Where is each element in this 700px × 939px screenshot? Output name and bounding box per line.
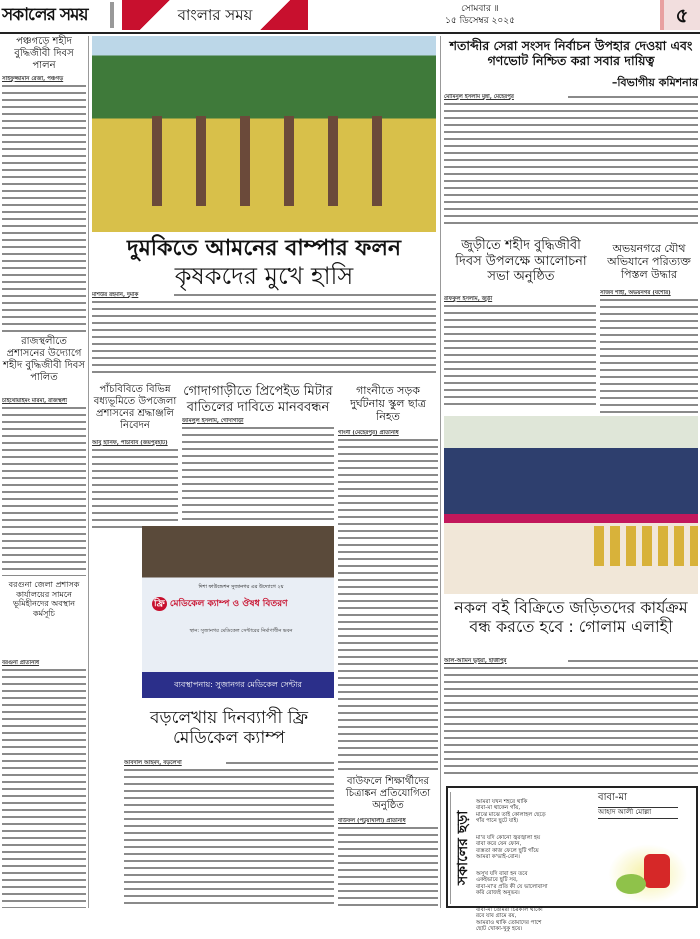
headline-barguna: বরগুনা জেলা প্রশাসক কার্যালয়ের সামনে ভূমিহীনদের অবস্থান কর্মসূচি	[8, 580, 80, 618]
article-body	[92, 440, 178, 530]
banner-title: দিশা ফাউন্ডেশন সুজানগর এর উদ্যোগে ২য়	[198, 584, 284, 590]
banner-main-text: মেডিকেল ক্যাম্প ও ঔষধ বিতরণ	[169, 599, 288, 609]
byline: বরগুনা প্রতিনিধি	[2, 660, 86, 667]
headline-rajasthali: রাজস্থলীতে প্রশাসনের উদ্যোগে শহীদ বুদ্ধিজীবী দিবস পালিত	[3, 336, 85, 383]
article-body	[600, 290, 698, 414]
parent-figure	[616, 874, 646, 894]
page-number: ৫	[660, 0, 700, 30]
article-body	[92, 292, 436, 378]
poem-author: আহাদ আলী মোল্লা	[598, 806, 678, 819]
poem-stanza: আমরা যখন শহরে থাকি বাবা-মা থাকেন গাঁয়, মাঝে মাঝে তাই কোলাহল ছেড়ে গাঁর পানে ছুটে যাই।	[476, 798, 546, 825]
article-body	[444, 658, 698, 778]
headline-panchbibi: পাঁচবিবিতে বিভিন্ন বধ্যভূমিতে উপজেলা প্রশাসনের শ্রদ্ধাঞ্জলি নিবেদন	[93, 384, 177, 431]
medical-camp-photo	[142, 526, 334, 698]
byline: মশিউর রহমান, দুমকি	[92, 292, 174, 299]
rice-harvest-photo	[92, 36, 436, 232]
poem-text	[476, 792, 580, 939]
byline: সাইফুজ্জামান রেজা, পঞ্চগড়	[2, 76, 86, 83]
banner-place: স্থান: সুজানগর মেডিকেল সেন্টারের নির্মাণাধীন ভবন	[189, 628, 293, 634]
byline: আল-আমিন ভূঁইয়া, হাজীপুর	[444, 658, 568, 665]
free-badge: ফ্রি	[154, 599, 165, 609]
poem-stanza: অসুখ যদি বাবা হন তবে একইভাবে ছুটি সব, বাবা-মা'র প্রতি কী যে ভালোবাসা করি রোজই অনুভব।	[476, 870, 548, 897]
article-body	[2, 398, 86, 576]
date: ১৫ ডিসেম্বর ২০২৫	[445, 16, 515, 26]
byline: বাউফল (পটুয়াখালী) প্রতিনিধি	[338, 818, 438, 825]
headline-dumki-1: দুমকিতে আমনের বাম্পার ফলন	[127, 236, 401, 261]
section-title: বাংলার সময়	[122, 0, 308, 30]
article-body	[444, 296, 596, 410]
article-body	[182, 418, 334, 522]
byline: সজিব শাহী, অভয়নগর (যশোর)	[600, 290, 698, 297]
seminar-photo	[444, 416, 698, 594]
byline: জমিলুল ইসলাম, গোদাগাড়ী	[182, 418, 334, 425]
byline: চাইথোয়াইমং মারমা, রাজস্থলী	[2, 398, 86, 405]
byline: গাংনী (মেহেরপুর) প্রতিনিধি	[338, 430, 438, 437]
poem-stanza: বাবা-মা তোমরা চিরকাল থাকো রবে যাব গ্রামে রয়, আমরাও থাকি তোমাদের পাশে ছোট খোকা-খুকু হয়ে।	[476, 906, 543, 933]
article-body	[124, 760, 334, 908]
farmers-figures	[132, 116, 392, 206]
poem-stanza: মা'র যদি কোনো জ্বরজ্বালা হয় বাবা করে যেন ফোন, ব্যস্ততা কাজ ফেলে ছুটি গাঁয়ে আমরা ক'ভাই-বোন।	[476, 834, 541, 861]
headline-dumki-2: কৃষকদের মুখে হাসি	[174, 262, 354, 290]
issue-date	[420, 3, 540, 27]
article-body	[444, 94, 698, 228]
byline: আবু হানিফ, পাঁচবিবি (জয়পুরহাট)	[92, 440, 178, 447]
banner-org: ব্যবস্থাপনায়: সুজানগর মেডিকেল সেন্টার	[142, 672, 334, 698]
article-body	[2, 660, 86, 908]
column-divider	[440, 36, 441, 908]
byline: আবদাল আহমদ, বড়লেখা	[124, 760, 226, 767]
headline-commissioner: শতাব্দীর সেরা সংসদ নির্বাচন উপহার দেওয়া এবং গণভোট নিশ্চিত করা সবার দায়িত্ব	[449, 38, 693, 68]
column-divider	[88, 36, 89, 908]
subhead-commissioner: –বিভাগীয় কমিশনার	[611, 76, 698, 89]
day: সোমবার ॥	[461, 4, 499, 14]
headline-bauphal: বাউফলে শিক্ষার্থীদের চিত্রাঙ্কন প্রতিযোগিতা অনুষ্ঠিত	[345, 776, 431, 811]
headline-juri: জুড়ীতে শহীদ বুদ্ধিজীবী দিবস উপলক্ষে আলোচনা সভা অনুষ্ঠিত	[455, 238, 587, 285]
banner-main	[152, 596, 330, 611]
poem-illustration	[608, 844, 688, 904]
byline: রফিকুল ইসলাম, জুড়ী	[444, 296, 596, 303]
poem-section-logo: সকালের ছড়া	[450, 792, 472, 904]
article-body	[338, 430, 438, 772]
article-body	[338, 818, 438, 908]
headline-nokol: নকল বই বিক্রিতে জড়িতদের কার্যক্রম বন্ধ করতে হবে : গোলাম এলাহী	[454, 598, 688, 637]
crests	[594, 526, 698, 566]
newspaper-logo: সকালের সময়	[2, 2, 114, 28]
headline-abhaynagar: অভয়নগরে যৌথ অভিযানে পরিত্যক্ত পিস্তল উদ্ধার	[607, 242, 691, 282]
boy-figure	[644, 854, 670, 888]
headline-godagari: গোদাগাড়ীতে প্রিপেইড মিটার বাতিলের দাবিতে মানববন্ধন	[183, 384, 333, 415]
byline: মোমিনুল ইসলাম মুন্না, মেহেরপুর	[444, 94, 568, 101]
headline-barlekha: বড়লেখায় দিনব্যাপী ফ্রি মেডিকেল ক্যাম্প	[150, 708, 308, 749]
poem-title: বাবা-মা	[598, 790, 678, 808]
divider	[0, 32, 700, 34]
poem-box	[446, 786, 698, 933]
headline-panchagarh: পঞ্চগড়ে শহীদ বুদ্ধিজীবী দিবস পালন	[14, 36, 74, 71]
article-body	[2, 76, 86, 332]
headline-gangni: গাংনীতে সড়ক দুর্ঘটনায় স্কুল ছাত্র নিহত	[350, 384, 426, 424]
